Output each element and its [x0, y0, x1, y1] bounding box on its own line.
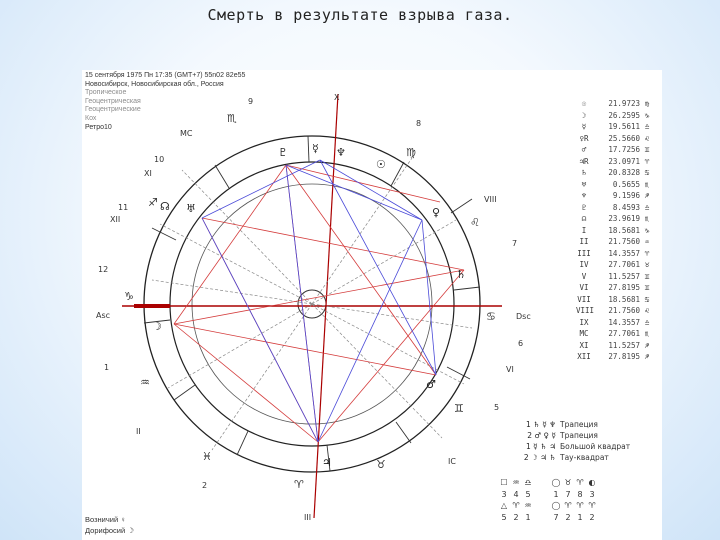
table-row: ♄ 20.8328 ♋ — [581, 168, 650, 178]
table-row: △ ♈ ♒ ◯ ♈ ♈ ♈ — [500, 501, 596, 510]
roman-numeral: XII — [110, 215, 121, 224]
node-glyph: ☊ — [160, 200, 170, 213]
roman-numeral: III — [304, 513, 312, 522]
sun-glyph: ☉ — [376, 158, 386, 171]
table-row: V 11.5257 ♊ — [581, 271, 650, 281]
table-row: ♆ 9.1596 ♐ — [581, 191, 650, 201]
table-row: MC 27.7061 ♏ — [579, 329, 650, 339]
venus-glyph: ♀ — [432, 206, 441, 219]
roman-numeral: XI — [144, 169, 152, 178]
chart-location-line: Новосибирск, Новосибирская обл., Россия — [85, 80, 224, 88]
sign-glyph: ♒ — [140, 376, 150, 389]
roman-numeral: VIII — [484, 195, 497, 204]
list-item: Дорифосий ☽ — [85, 526, 134, 535]
table-row: VIII 21.7560 ♌ — [576, 306, 650, 316]
house-number: 6 — [518, 339, 524, 348]
bottom-labels — [85, 514, 134, 536]
table-row: ☉ 21.9723 ♍ — [581, 99, 650, 109]
table-row: VII 18.5681 ♋ — [577, 294, 650, 304]
chart-info-line: Кох — [85, 114, 97, 122]
table-row: ♃R 23.0971 ♈ — [579, 156, 650, 166]
table-row: II 21.7560 ♒ — [579, 237, 650, 247]
table-row: ☐ ♒ ♎ ◯ ♉ ♈ ◐ — [500, 478, 596, 487]
table-row: VI 27.8195 ♊ — [579, 283, 650, 293]
aspect-pattern-legend — [510, 419, 660, 463]
mars-glyph: ♂ — [426, 378, 436, 391]
table-row: ♅ 0.5655 ♏ — [581, 179, 650, 189]
chart-info-line: Геоцентрическая — [85, 97, 141, 105]
house-number: 5 — [494, 403, 500, 412]
chart-info-line: Геоцентрические — [85, 106, 141, 114]
table-row: ☽ 26.2595 ♑ — [581, 110, 650, 120]
asc-label: Asc — [96, 311, 111, 320]
sign-glyph: ♍ — [406, 146, 416, 159]
sign-glyph: ♏ — [227, 112, 237, 125]
house-number: 8 — [416, 119, 422, 128]
ic-label: IC — [448, 457, 456, 466]
table-row: 3 4 5 1 7 8 3 — [501, 489, 595, 499]
moon-glyph: ☽ — [152, 320, 162, 333]
table-row: IV 27.7061 ♉ — [579, 260, 650, 270]
sign-glyph: ♉ — [376, 458, 386, 471]
house-number: 7 — [512, 239, 518, 248]
pluto-glyph: ♇ — [278, 146, 288, 159]
house-number: 1 — [104, 363, 110, 372]
saturn-glyph: ♄ — [456, 268, 466, 281]
sign-glyph: ♐ — [148, 196, 158, 209]
mercury-glyph: ☿ — [312, 142, 319, 155]
table-row: I 18.5681 ♑ — [581, 225, 650, 235]
dsc-label: Dsc — [516, 312, 531, 321]
sign-glyph: ♓ — [202, 450, 212, 463]
slide-title: Смерть в результате взрыва газа. — [207, 6, 513, 24]
house-number: 11 — [118, 203, 129, 212]
chart-wheel — [82, 70, 662, 540]
chart-info-line: Тропическое — [85, 89, 127, 97]
house-number: 2 — [202, 481, 208, 490]
list-item: 1 ♄ ☿ ♆ Трапеция — [526, 420, 598, 429]
table-row: III 14.3557 ♈ — [577, 248, 650, 258]
roman-numeral: VI — [506, 365, 514, 374]
list-item: Возничий ♀ — [85, 515, 126, 524]
sign-glyph: ♊ — [454, 402, 464, 415]
list-item: 2 ♂ ♀ ☿ Трапеция — [527, 431, 598, 440]
neptune-glyph: ♆ — [336, 146, 346, 159]
sign-glyph: ♈ — [294, 478, 304, 491]
list-item: 1 ☿ ♄ ♃ Большой квадрат — [526, 442, 631, 451]
sign-glyph: ♌ — [470, 216, 480, 229]
house-number: 12 — [98, 265, 109, 274]
table-row: ♇ 8.4593 ♎ — [581, 202, 650, 212]
table-row: XII 27.8195 ♐ — [577, 352, 650, 362]
table-row: ♀R 25.5660 ♌ — [579, 133, 650, 143]
table-row: 5 2 1 7 2 1 2 — [501, 512, 595, 522]
table-row: ♂ 17.7256 ♊ — [581, 145, 650, 155]
sign-glyph: ♑ — [124, 290, 134, 303]
house-number: 10 — [154, 155, 165, 164]
mc-label: MC — [180, 129, 193, 138]
uranus-glyph: ♅ — [186, 202, 196, 215]
chart-info-line: Ретро10 — [85, 123, 112, 131]
chart-date-line: 15 сентября 1975 Пн 17:35 (GMT+7) 55n02 82e55 — [85, 72, 246, 79]
list-item: 2 ☽ ♃ ♄ Тау-квадрат — [523, 453, 609, 462]
table-row: IX 14.3557 ♎ — [579, 317, 650, 327]
sign-glyph: ♋ — [486, 310, 496, 323]
house-number: 9 — [248, 97, 254, 106]
jupiter-glyph: ♃ — [322, 456, 332, 469]
natal-chart-panel — [82, 70, 662, 540]
table-row: XI 11.5257 ♐ — [579, 340, 650, 350]
element-summary-grid — [498, 478, 658, 524]
table-row: ☿ 19.5611 ♎ — [581, 122, 650, 132]
planet-positions-table — [576, 98, 660, 363]
roman-numeral: II — [136, 427, 141, 436]
roman-numeral: X — [334, 93, 340, 102]
table-row: ☊ 23.9619 ♏ — [581, 214, 650, 224]
